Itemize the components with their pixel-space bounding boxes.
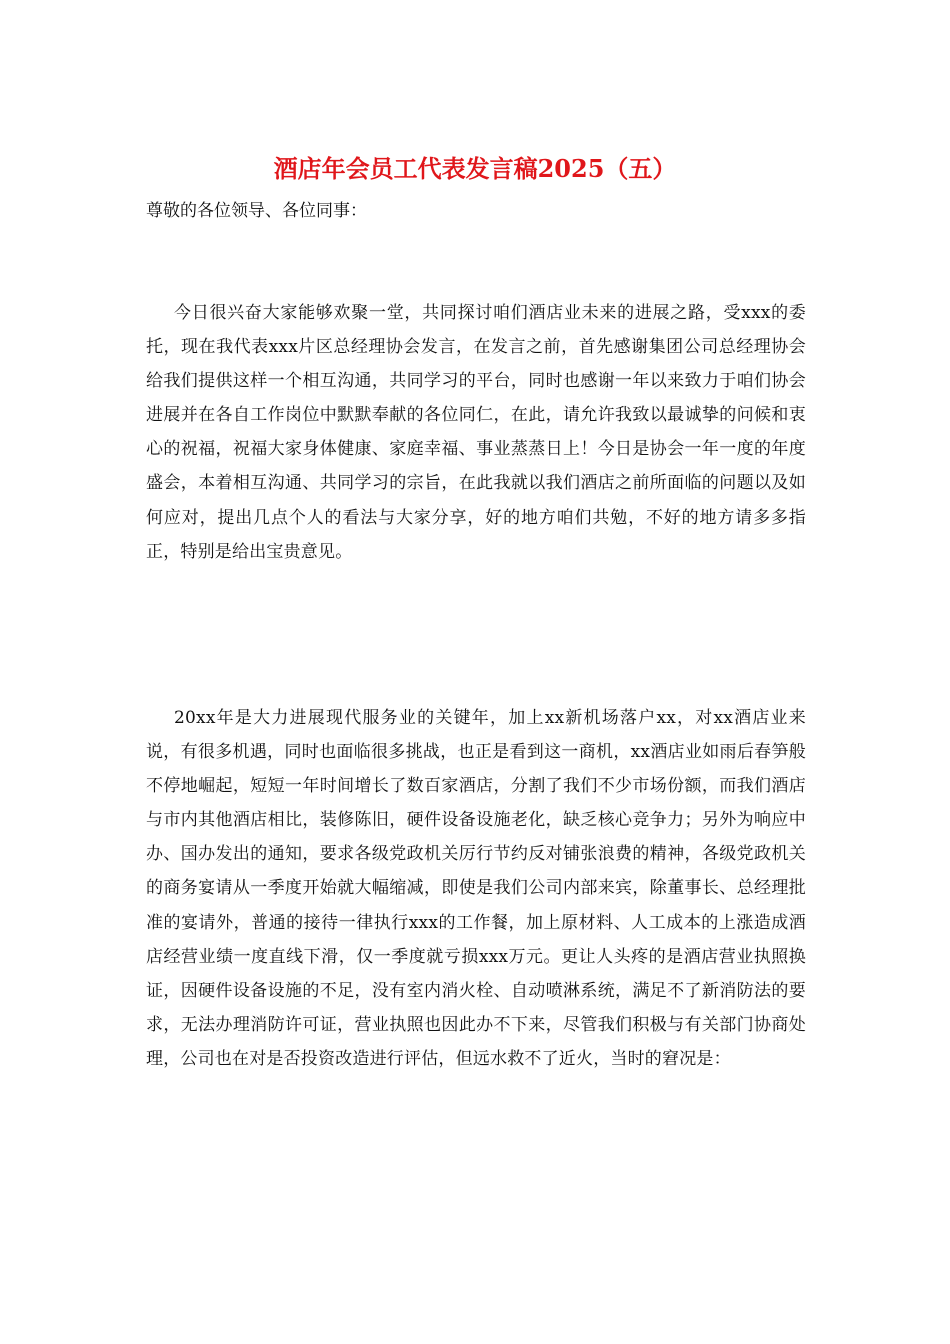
- document-title: 酒店年会员工代表发言稿2025（五）: [273, 154, 677, 183]
- paragraph-2: 20xx年是大力进展现代服务业的关键年，加上xx新机场落户xx，对xx酒店业来说，有很多机遇，同时也面临很多挑战，也正是看到这一商机，xx酒店业如雨后春笋般不停地崛起，短短一年时间增长了数百家酒店，分割了我们不少市场份额，而我们酒店与市内其他酒店相比，装修陈旧，硬件设备设施老化，缺乏核心竞争力；另外为响应中办、国办发出的通知，要求各级党政机关厉行节约反对铺张浪费的精神，各级党政机关的商务宴请从一季度开始就大幅缩减，即使是我们公司内部来宾，除董事长、总经理批准的宴请外，普通的接待一律执行xxx的工作餐，加上原材料、人工成本的上涨造成酒店经营业绩一度直线下滑，仅一季度就亏损xxx万元。更让人头疼的是酒店营业执照换证，因硬件设备设施的不足，没有室内消火栓、自动喷淋系统，满足不了新消防法的要求，无法办理消防许可证，营业执照也因此办不下来，尽管我们积极与有关部门协商处理，公司也在对是否投资改造进行评估，但远水救不了近火，当时的窘况是：: [146, 708, 806, 1069]
- salutation: 尊敬的各位领导、各位同事：: [146, 201, 367, 221]
- paragraph-1: 今日很兴奋大家能够欢聚一堂，共同探讨咱们酒店业未来的进展之路，受xxx的委托，现在我代表xxx片区总经理协会发言，在发言之前，首先感谢集团公司总经理协会给我们提供这样一个相互沟通，共同学习的平台，同时也感谢一年以来致力于咱们协会进展并在各自工作岗位中默默奉献的各位同仁，在此，请允许我致以最诚挚的问候和衷心的祝福，祝福大家身体健康、家庭幸福、事业蒸蒸日上！今日是协会一年一度的年度盛会，本着相互沟通、共同学习的宗旨，在此我就以我们酒店之前所面临的问题以及如何应对，提出几点个人的看法与大家分享，好的地方咱们共勉，不好的地方请多多指正，特别是给出宝贵意见。: [146, 303, 806, 562]
